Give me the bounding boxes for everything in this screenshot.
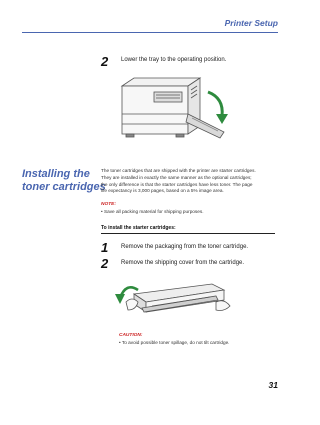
step-number: 1 (101, 240, 109, 255)
step-text: Remove the packaging from the toner cartridge. (121, 244, 249, 250)
caution-bullet (119, 340, 230, 345)
toner-cartridge-illustration (112, 272, 242, 328)
header-rule (22, 32, 278, 33)
printer-tray-illustration (112, 74, 242, 144)
bullet-icon: • (101, 209, 103, 214)
section-title-line2: toner cartridges (22, 181, 106, 193)
body-line: They are installed in exactly the same manner as the optional cartridges; (101, 174, 252, 180)
subheading: To install the starter cartridges: (101, 225, 176, 231)
page-number: 31 (268, 380, 278, 390)
section-body-paragraph (101, 168, 256, 195)
note-bullet (101, 209, 204, 214)
body-line: life expectancy is 3,000 pages, based on a 5% image area. (101, 188, 224, 194)
step-text: Lower the tray to the operating position. (121, 57, 227, 63)
page-header-title: Printer Setup (224, 18, 278, 28)
step-number: 2 (101, 54, 109, 69)
note-label: NOTE: (101, 202, 116, 207)
body-line: the only difference is that the starter cartridges have less toner. The page (101, 181, 253, 187)
subheading-rule (101, 233, 275, 234)
note-bullet-text: Save all packing material for shipping purposes. (103, 209, 204, 214)
step-number: 2 (101, 256, 109, 271)
bullet-icon: • (119, 340, 121, 345)
step-text: Remove the shipping cover from the cartridge. (121, 260, 245, 266)
caution-bullet-text: To avoid possible toner spillage, do not tilt cartridge. (121, 340, 230, 345)
caution-label: CAUTION: (119, 333, 143, 338)
section-title-line1: Installing the (22, 168, 90, 180)
body-line: The toner cartridges that are shipped with the printer are starter cartridges. (101, 168, 256, 173)
